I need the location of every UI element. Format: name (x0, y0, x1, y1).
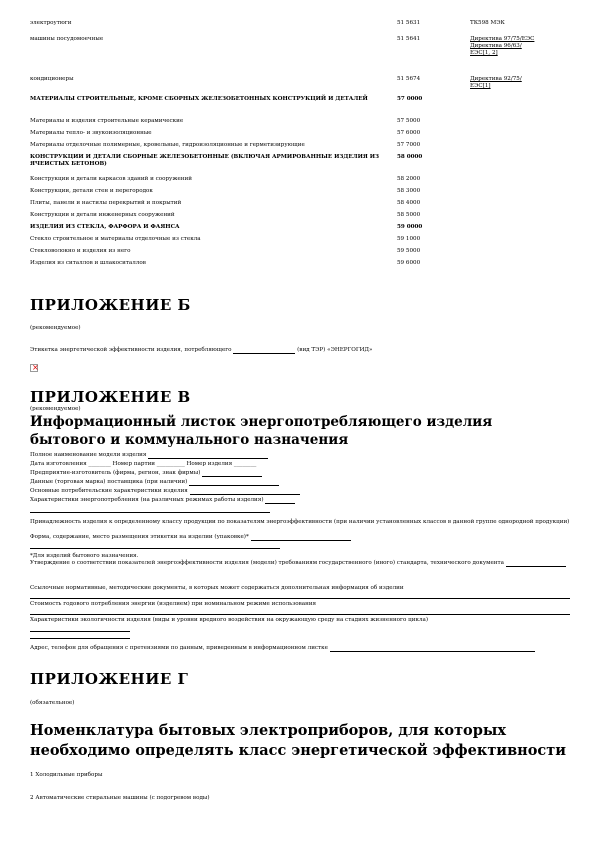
info-line (30, 470, 570, 477)
fill-blank (30, 608, 570, 615)
info-line-text: Форма, содержание, место размещения этикетки на изделии (упаковке)* (30, 534, 249, 540)
info-line (30, 601, 570, 608)
appendix-b-label-line (30, 347, 570, 354)
info-line (30, 617, 570, 624)
info-line-text: *Для изделий бытового назначения. (30, 553, 139, 559)
info-line (30, 488, 570, 495)
info-line-text: Адрес, телефон для обращения с претензиями по данным, приведенным в информационном листке (30, 645, 328, 651)
row-name: Плиты, панели и настилы перекрытий и покрытий (30, 200, 182, 206)
row-name: кондиционеры (30, 76, 74, 82)
row-code: 59 0000 (397, 224, 423, 230)
row-doc: ТК598 МЭК (470, 20, 505, 26)
info-line-text: Характеристики экологичности изделия (виды и уровни вредного воздействия на окружающую среду на стадиях жизненного цикла) (30, 617, 429, 623)
table-row (30, 130, 575, 142)
row-code: 59 6000 (397, 260, 421, 266)
row-name: КОНСТРУКЦИИ И ДЕТАЛИ СБОРНЫЕ ЖЕЛЕЗОБЕТОННЫЕ (ВКЛЮЧАЯ АРМИРОВАННЫЕ ИЗДЕЛИЯ ИЗ ЯЧЕИСТЫХ БЕТОНОВ) (30, 154, 380, 167)
row-name: ИЗДЕЛИЯ ИЗ СТЕКЛА, ФАРФОРА И ФАЯНСА (30, 224, 180, 230)
info-blank-line (30, 542, 570, 549)
row-code: 51 5641 (397, 36, 421, 42)
appendix-v-note: (рекомендуемое) (30, 406, 81, 412)
fill-blank (190, 488, 300, 495)
row-code: 57 6000 (397, 130, 421, 136)
row-code: 58 4000 (397, 200, 421, 206)
info-blank-line (30, 632, 570, 639)
table-row (30, 76, 575, 96)
info-line-text: Характеристики энергопотребления (на различных режимах работы изделия) (30, 497, 264, 503)
appendix-v-heading-1: Информационный листок энергопотребляющего изделия (30, 414, 493, 430)
info-line-text: Ссылочные нормативные, методические документы, в которых может содержаться дополнительная информация об изделии (30, 585, 404, 591)
info-line (30, 534, 570, 541)
info-footnote (30, 553, 570, 560)
row-code: 57 5000 (397, 118, 421, 124)
info-line (30, 585, 570, 592)
table-row (30, 188, 575, 200)
row-doc-link[interactable]: Директива 92/75/ЕЭС[1] (470, 76, 522, 89)
table-row (30, 248, 575, 260)
info-line (30, 461, 570, 468)
info-line-text: Дата изготовления ________ Номер партии __________ Номер изделия ________ (30, 461, 257, 467)
info-line (30, 519, 570, 526)
appliance-list-item: 1 Холодильные приборы (30, 772, 103, 778)
fill-blank (30, 592, 570, 599)
fill-blank (265, 497, 295, 504)
row-code: 51 5631 (397, 20, 421, 26)
row-code: 58 3000 (397, 188, 421, 194)
info-line-text: Стоимость годового потребления энергии (изделием) при номинальном режиме использования (30, 601, 317, 607)
fill-blank (148, 452, 268, 459)
row-name: Стекловолокно и изделия из него (30, 248, 131, 254)
fill-blank (30, 632, 130, 639)
table-row (30, 212, 575, 224)
info-line-text: Данные (торговая марка) поставщика (при наличии) (30, 479, 188, 485)
appendix-g-heading-2: необходимо определять класс энергетической эффективности (30, 742, 566, 759)
row-code: 51 5674 (397, 76, 421, 82)
info-line (30, 645, 570, 652)
row-doc-link[interactable]: Директива 97/75/ЕЭС Директива 96/63/ЕЭС[1, 2] (470, 36, 535, 56)
row-name: электроутюги (30, 20, 72, 26)
info-line-text: Утверждение о соответствии показателей энергоэффективности изделия (модели) требованиям государственного (иного) стандарта, технического документа (30, 560, 504, 566)
row-name: Материалы отделочные полимерные, кровельные, гидроизоляционные и герметизирующие (30, 142, 305, 148)
row-code: 59 5000 (397, 248, 421, 254)
row-name: Конструкции и детали каркасов зданий и сооружений (30, 176, 192, 182)
table-row (30, 20, 575, 36)
info-line (30, 479, 570, 486)
appendix-v-title: ПРИЛОЖЕНИЕ В (30, 388, 191, 406)
table-row (30, 176, 575, 188)
info-line-text: Полное наименование модели изделия (30, 452, 147, 458)
appliance-list-item: 2 Автоматические стиральные машины (с подогревом воды) (30, 795, 210, 801)
appendix-b-title: ПРИЛОЖЕНИЕ Б (30, 296, 191, 314)
info-blank-line (30, 625, 570, 632)
row-code: 58 2000 (397, 176, 421, 182)
row-code: 58 5000 (397, 212, 421, 218)
appendix-g-note: (обязательное) (30, 700, 75, 706)
row-name: Изделия из ситаллов и шлакоситаллов (30, 260, 146, 266)
table-row (30, 236, 575, 248)
table-row (30, 224, 575, 236)
table-row (30, 96, 575, 118)
row-code: 58 0000 (397, 154, 423, 160)
info-line-text: Предприятие-изготовитель (фирма, регион, знак фирмы) (30, 470, 201, 476)
fill-blank (30, 542, 280, 549)
table-row (30, 118, 575, 130)
label-text-before: Этикетка энергетической эффективности изделия, потребляющего (30, 347, 232, 353)
appendix-b-note: (рекомендуемое) (30, 325, 81, 331)
appendix-g-heading-1: Номенклатура бытовых электроприборов, для которых (30, 722, 507, 739)
fill-blank (202, 470, 262, 477)
table-row (30, 154, 575, 176)
table-row (30, 260, 575, 272)
table-row (30, 142, 575, 154)
broken-image-icon (30, 364, 38, 372)
info-line (30, 452, 570, 459)
row-name: Стекло строительное и материалы отделочные из стекла (30, 236, 201, 242)
row-name: Материалы и изделия строительные керамические (30, 118, 184, 124)
product-table (30, 20, 575, 272)
row-code: 57 7000 (397, 142, 421, 148)
info-line (30, 497, 570, 504)
table-row (30, 36, 575, 76)
row-code: 57 0000 (397, 96, 423, 102)
info-blank-line (30, 506, 570, 513)
fill-blank (506, 560, 566, 567)
info-line (30, 560, 570, 567)
fill-blank (189, 479, 279, 486)
row-name: МАТЕРИАЛЫ СТРОИТЕЛЬНЫЕ, КРОМЕ СБОРНЫХ ЖЕЛЕЗОБЕТОННЫХ КОНСТРУКЦИЙ И ДЕТАЛЕЙ (30, 96, 368, 102)
info-blank-line (30, 608, 570, 615)
table-row (30, 200, 575, 212)
appendix-v-heading-2: бытового и коммунального назначения (30, 432, 349, 448)
row-name: Конструкции и детали инженерных сооружений (30, 212, 175, 218)
row-code: 59 1000 (397, 236, 421, 242)
fill-blank (330, 645, 535, 652)
fill-blank (30, 625, 130, 632)
fill-blank (251, 534, 351, 541)
info-blank-line (30, 592, 570, 599)
label-text-after: (вид ТЭР) «ЭНЕРГОГИД» (297, 347, 373, 353)
info-line-text: Принадлежность изделия к определенному классу продукции по показателям энергоэффективности (при наличии установленных классов в данной группе однородной продукции) (30, 519, 570, 525)
appendix-g-title: ПРИЛОЖЕНИЕ Г (30, 670, 189, 688)
info-line-text: Основные потребительские характеристики изделия (30, 488, 188, 494)
fill-blank (30, 506, 270, 513)
row-name: Материалы тепло- и звукоизоляционные (30, 130, 152, 136)
row-name: машины посудомоечные (30, 36, 104, 42)
fill-blank (233, 347, 295, 354)
row-name: Конструкции, детали стен и перегородок (30, 188, 153, 194)
